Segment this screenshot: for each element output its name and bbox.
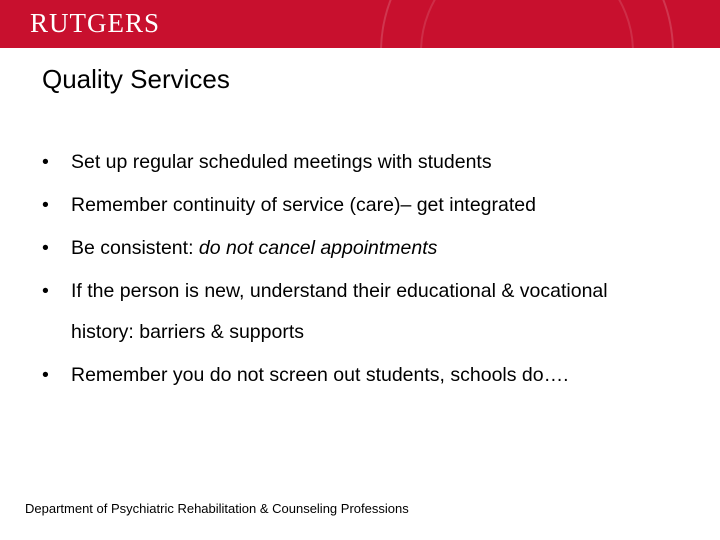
bullet-item [42, 363, 702, 387]
bullet-item [42, 236, 702, 260]
bullet-list [42, 150, 702, 406]
bullet-dot-icon: • [42, 280, 49, 302]
slide-title: Quality Services [42, 64, 230, 94]
bullet-text: Set up regular scheduled meetings with students [71, 151, 492, 173]
seal-watermark-inner [420, 0, 634, 48]
bullet-item [42, 279, 702, 344]
rutgers-logo: RUTGERS [30, 8, 161, 38]
bullet-text-prefix: Be consistent: [71, 237, 199, 259]
bullet-item [42, 193, 702, 217]
bullet-text-continuation: history: barriers & supports [71, 321, 305, 343]
bullet-dot-icon: • [42, 237, 49, 259]
footer-department: Department of Psychiatric Rehabilitation & Counseling Professions [25, 501, 409, 516]
bullet-dot-icon: • [42, 364, 49, 386]
header-banner [0, 0, 720, 48]
bullet-text: Remember you do not screen out students, schools do…. [71, 364, 569, 386]
bullet-text: If the person is new, understand their educational & vocational [71, 280, 608, 302]
bullet-item [42, 150, 702, 174]
bullet-text-emphasis: do not cancel appointments [198, 237, 438, 259]
bullet-text: Remember continuity of service (care)– get integrated [71, 194, 536, 216]
bullet-dot-icon: • [42, 194, 49, 216]
bullet-dot-icon: • [42, 151, 49, 173]
